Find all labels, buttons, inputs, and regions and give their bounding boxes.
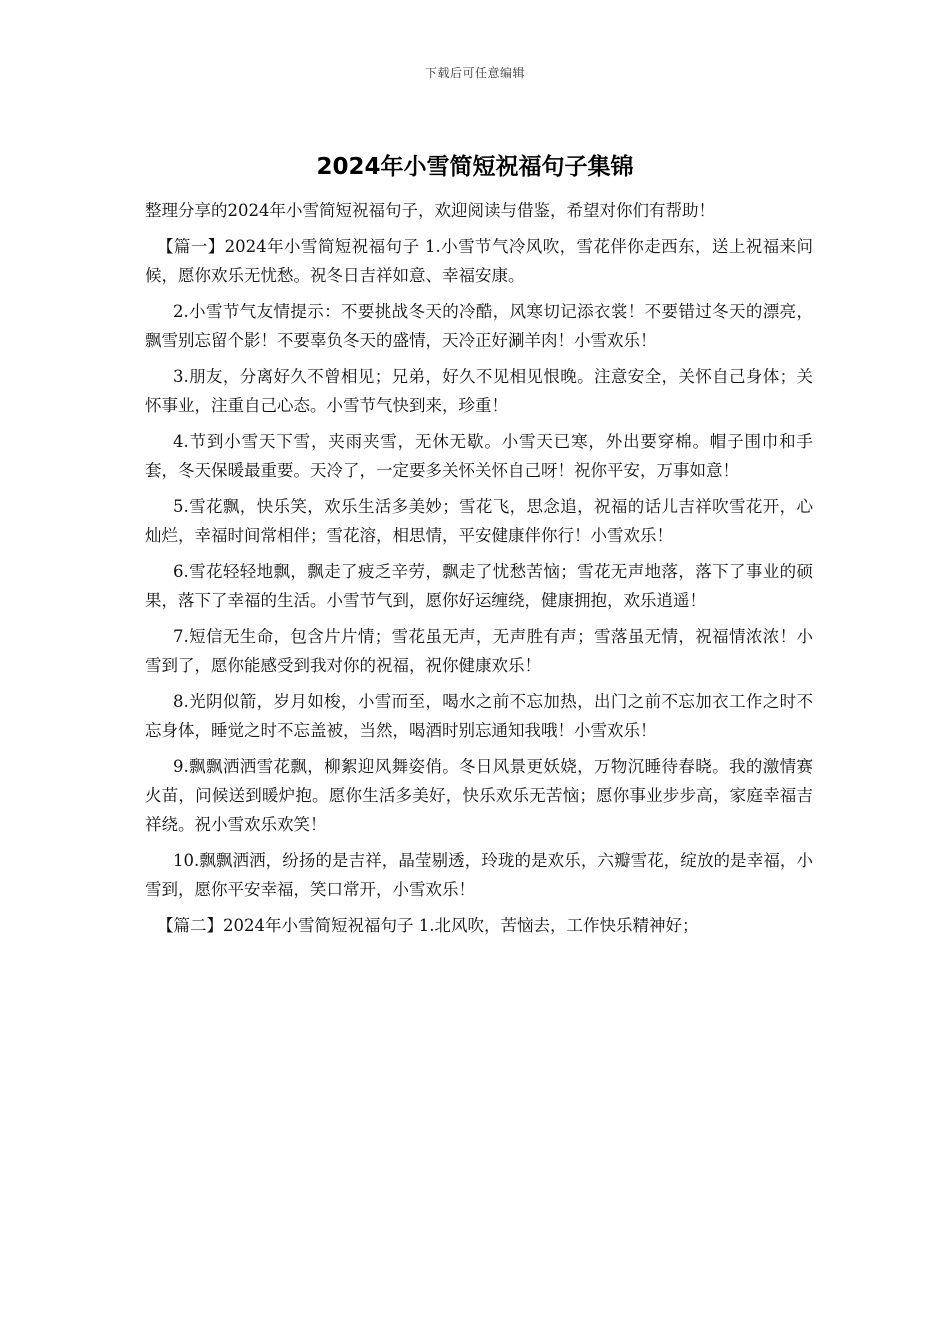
list-item: 2.小雪节气友情提示：不要挑战冬天的冷酷，风寒切记添衣裳！不要错过冬天的漂亮，飘雪别忘留个影！不要辜负冬天的盛情，天冷正好涮羊肉！小雪欢乐！: [145, 302, 813, 350]
section-two-paragraph: 【篇二】2024年小雪简短祝福句子 1.北风吹，苦恼去，工作快乐精神好；: [157, 916, 699, 935]
list-item: 4.节到小雪天下雪，夹雨夹雪，无休无歇。小雪天已寒，外出要穿棉。帽子围巾和手套，冬天保暖最重要。天冷了，一定要多关怀关怀自己呀！祝你平安，万事如意！: [145, 432, 813, 480]
document-body: [145, 196, 813, 940]
intro-paragraph: 整理分享的2024年小雪简短祝福句子，欢迎阅读与借鉴，希望对你们有帮助！: [145, 201, 715, 220]
header-note: 下载后可任意编辑: [424, 66, 525, 80]
list-item: 6.雪花轻轻地飘，飘走了疲乏辛劳，飘走了忧愁苦恼；雪花无声地落，落下了事业的硕果，落下了幸福的生活。小雪节气到，愿你好运缠绕，健康拥抱，欢乐逍遥！: [145, 562, 813, 610]
list-item: 9.飘飘洒洒雪花飘，柳絮迎风舞姿俏。冬日风景更妖娆，万物沉睡待春晓。我的激情赛火苗，问候送到暖炉抱。愿你生活多美好，快乐欢乐无苦恼；愿你事业步步高，家庭幸福吉祥绕。祝小雪欢乐欢笑！: [145, 757, 813, 834]
list-item: 10.飘飘洒洒，纷扬的是吉祥，晶莹剔透，玲珑的是欢乐，六瓣雪花，绽放的是幸福，小雪到，愿你平安幸福，笑口常开，小雪欢乐！: [145, 851, 813, 899]
list-item: 5.雪花飘，快乐笑，欢乐生活多美妙；雪花飞，思念追，祝福的话儿吉祥吹雪花开，心灿烂，幸福时间常相伴；雪花溶，相思情，平安健康伴你行！小雪欢乐！: [145, 497, 813, 545]
list-item: 3.朋友，分离好久不曾相见；兄弟，好久不见相见恨晚。注意安全，关怀自己身体；关怀事业，注重自己心态。小雪节气快到来，珍重！: [145, 367, 813, 415]
list-item: 8.光阴似箭，岁月如梭，小雪而至，喝水之前不忘加热，出门之前不忘加衣工作之时不忘身体，睡觉之时不忘盖被，当然，喝酒时别忘通知我哦！小雪欢乐！: [145, 692, 813, 740]
document-title: 2024年小雪简短祝福句子集锦: [316, 154, 634, 180]
list-item: 7.短信无生命，包含片片情；雪花虽无声，无声胜有声；雪落虽无情，祝福情浓浓！小雪到了，愿你能感受到我对你的祝福，祝你健康欢乐！: [145, 627, 813, 675]
section-one-paragraph: 【篇一】2024年小雪简短祝福句子 1.小雪节气冷风吹，雪花伴你走西东，送上祝福来问候，愿你欢乐无忧愁。祝冬日吉祥如意、幸福安康。: [145, 237, 813, 285]
